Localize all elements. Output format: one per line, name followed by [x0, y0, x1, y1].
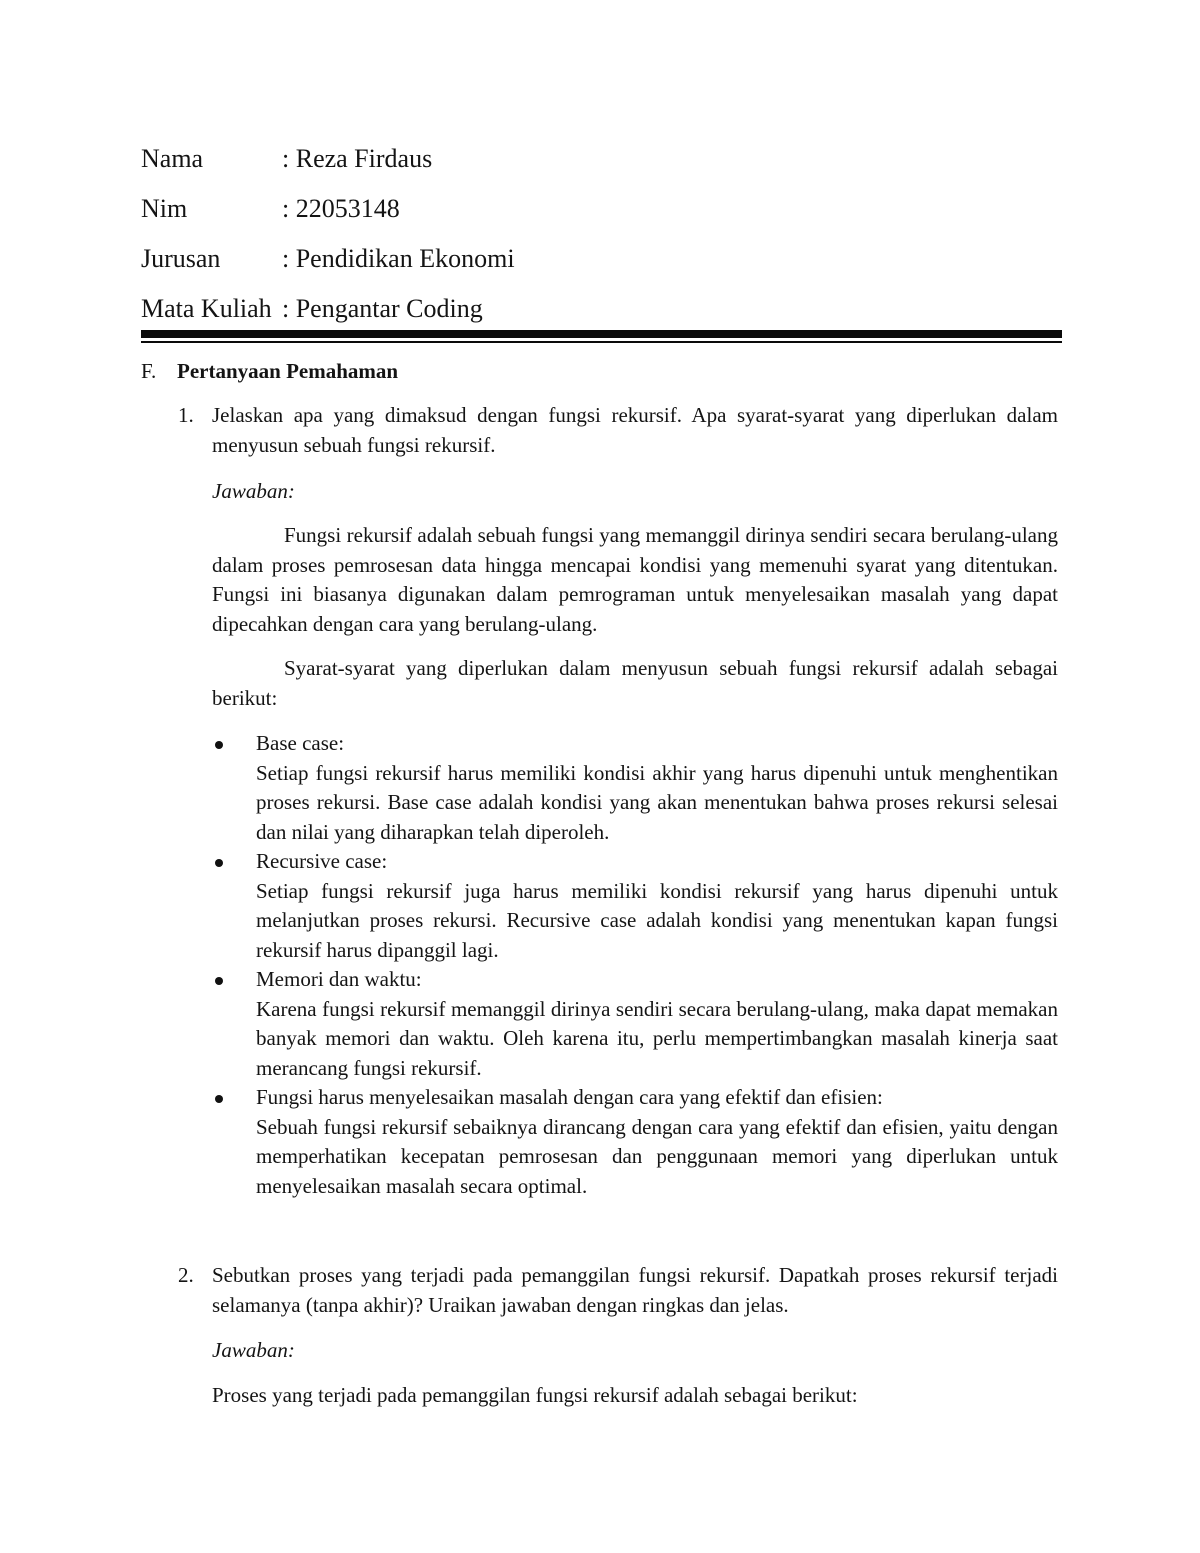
- section-letter: F.: [141, 359, 157, 383]
- answer-paragraph: Fungsi rekursif adalah sebuah fungsi yang memanggil dirinya sendiri secara berulang-ulang dalam proses pemrosesan data hingga mencapai kondisi yang memenuhi syarat yang ditentukan. Fungsi ini biasanya digunakan dalam pemrograman untuk menyelesaikan masalah yang dapat dipecahkan dengan cara yang berulang-ulang.: [212, 523, 1058, 636]
- answer-paragraph: Syarat-syarat yang diperlukan dalam menyusun sebuah fungsi rekursif adalah sebagai berikut:: [212, 656, 1058, 710]
- header-value: : Pengantar Coding: [282, 294, 483, 323]
- requirements-list: [212, 729, 1058, 1201]
- list-item-heading: Fungsi harus menyelesaikan masalah dengan cara yang efektif dan efisien:: [256, 1085, 883, 1109]
- question-text: Jelaskan apa yang dimaksud dengan fungsi rekursif. Apa syarat-syarat yang diperlukan dalam menyusun sebuah fungsi rekursif.: [212, 403, 1058, 457]
- question-text: Sebutkan proses yang terjadi pada pemanggilan fungsi rekursif. Dapatkah proses rekursif terjadi selamanya (tanpa akhir)? Uraikan jawaban dengan ringkas dan jelas.: [212, 1263, 1058, 1317]
- header-divider-thin: [141, 341, 1062, 343]
- header-value: : Pendidikan Ekonomi: [282, 244, 515, 273]
- section-title: Pertanyaan Pemahaman: [177, 359, 399, 383]
- list-item: [212, 847, 1058, 965]
- list-item-body: Sebuah fungsi rekursif sebaiknya dirancang dengan cara yang efektif dan efisien, yaitu dengan memperhatikan kecepatan pemrosesan dan penggunaan memori yang diperlukan untuk menyelesaikan masalah secara optimal.: [256, 1114, 1058, 1198]
- answer-paragraph: Proses yang terjadi pada pemanggilan fungsi rekursif adalah sebagai berikut:: [212, 1383, 858, 1407]
- header-label: Mata Kuliah: [141, 294, 272, 323]
- list-item-heading: Base case:: [256, 731, 345, 755]
- header-label: Nama: [141, 144, 204, 173]
- list-item: [212, 1083, 1058, 1201]
- list-item: [212, 729, 1058, 847]
- list-item-heading: Memori dan waktu:: [256, 967, 422, 991]
- bullet-icon: [215, 741, 223, 749]
- list-item-heading: Recursive case:: [256, 849, 388, 873]
- answer-label: Jawaban:: [212, 479, 295, 503]
- header-value: : Reza Firdaus: [282, 144, 433, 173]
- list-item-body: Karena fungsi rekursif memanggil dirinya sendiri secara berulang-ulang, maka dapat memakan banyak memori dan waktu. Oleh karena itu, perlu mempertimbangkan masalah kinerja saat merancang fungsi rekursif.: [256, 996, 1058, 1080]
- header-value: : 22053148: [282, 194, 400, 223]
- header-label: Jurusan: [141, 244, 221, 273]
- question-number: 2.: [178, 1263, 194, 1287]
- answer-label: Jawaban:: [212, 1338, 295, 1362]
- bullet-icon: [215, 1095, 223, 1103]
- list-item-body: Setiap fungsi rekursif harus memiliki kondisi akhir yang harus dipenuhi untuk menghentikan proses rekursi. Base case adalah kondisi yang akan menentukan bahwa proses rekursi selesai dan nilai yang diharapkan telah diperoleh.: [256, 760, 1058, 844]
- question-number: 1.: [178, 403, 194, 427]
- list-item-body: Setiap fungsi rekursif juga harus memiliki kondisi rekursif yang harus dipenuhi untuk melanjutkan proses rekursi. Recursive case adalah kondisi yang menentukan kapan fungsi rekursif harus dipanggil lagi.: [256, 878, 1058, 962]
- list-item: [212, 965, 1058, 1083]
- header-label: Nim: [141, 194, 188, 223]
- bullet-icon: [215, 859, 223, 867]
- header-divider-thick: [141, 330, 1062, 338]
- bullet-icon: [215, 977, 223, 985]
